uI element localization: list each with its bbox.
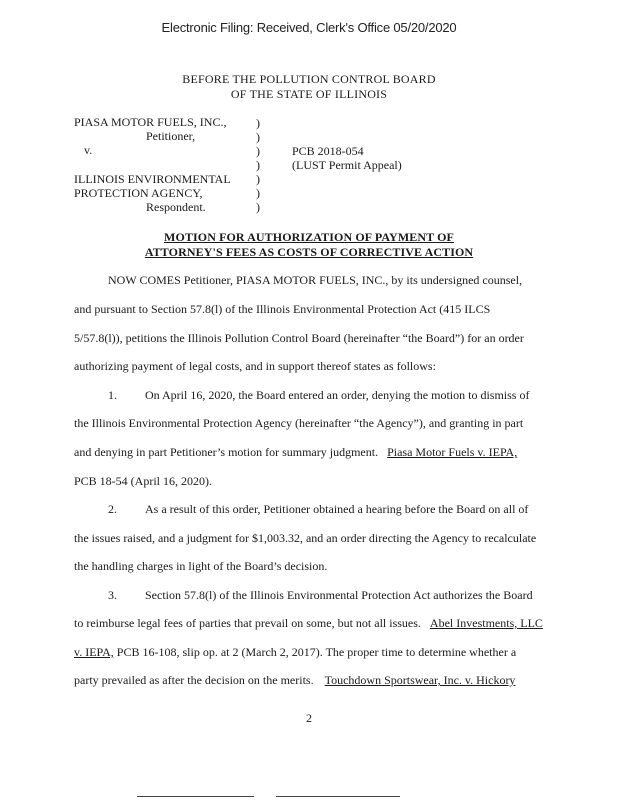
paragraph-3-text: PCB 16-108, slip op. at 2 (March 2, 2017). The proper time to determine whether a (116, 645, 517, 659)
case-citation: Piasa Motor Fuels v. IEPA, (387, 445, 518, 459)
paragraph-number: 2. (108, 502, 117, 516)
paragraph-number: 1. (108, 388, 117, 402)
versus: v. (84, 143, 93, 157)
case-citation: v. IEPA, (74, 645, 114, 659)
paragraph-3-line: Section 57.8(l) of the Illinois Environmental Protection Act authorizes the Board (145, 588, 533, 602)
caption-paren: ) (256, 172, 260, 186)
page-number: 2 (306, 711, 312, 725)
paragraph-1-text: and denying in part Petitioner’s motion for summary judgment. (74, 445, 379, 459)
intro-line: and pursuant to Section 57.8(l) of the Illinois Environmental Protection Act (415 ILCS (74, 302, 491, 316)
paragraph-number: 3. (108, 588, 117, 602)
paragraph-3-line (74, 645, 516, 660)
filing-stamp: Electronic Filing: Received, Clerk's Office 05/20/2020 (161, 20, 457, 35)
paragraph-1-line: PCB 18-54 (April 16, 2020). (74, 474, 212, 488)
board-heading-line-1: BEFORE THE POLLUTION CONTROL BOARD (182, 72, 436, 86)
intro-line: 5/57.8(l)), petitions the Illinois Pollution Control Board (hereinafter “the Board”) for an order (74, 331, 524, 345)
paragraph-3-line (74, 616, 543, 631)
paragraph-3-line (74, 673, 515, 688)
respondent-name-line-1: ILLINOIS ENVIRONMENTAL (74, 172, 231, 186)
paragraph-1-line (74, 445, 517, 460)
caption-paren: ) (256, 158, 260, 172)
paragraph-1-line: the Illinois Environmental Protection Agency (hereinafter “the Agency”), and granting in part (74, 416, 524, 430)
case-citation: Abel Investments, LLC (429, 616, 543, 630)
petitioner-role: Petitioner, (146, 129, 196, 143)
case-number: PCB 2018-054 (292, 144, 364, 158)
caption-paren: ) (256, 130, 260, 144)
petitioner-name: PIASA MOTOR FUELS, INC., (74, 115, 227, 129)
paragraph-2-line: the handling charges in light of the Board’s decision. (74, 559, 328, 573)
case-citation: Touchdown Sportswear, Inc. v. Hickory (324, 673, 516, 687)
paragraph-2-line: As a result of this order, Petitioner obtained a hearing before the Board on all of (145, 502, 529, 516)
case-type: (LUST Permit Appeal) (292, 158, 402, 172)
paragraph-3-text: to reimburse legal fees of parties that prevail on some, but not all issues. (74, 616, 421, 630)
caption-paren: ) (256, 200, 260, 214)
caption-paren: ) (256, 116, 260, 130)
footer-rule (276, 796, 400, 797)
intro-line: NOW COMES Petitioner, PIASA MOTOR FUELS, INC., by its undersigned counsel, (108, 273, 523, 287)
motion-title-line-2: ATTORNEY'S FEES AS COSTS OF CORRECTIVE ACTION (144, 245, 474, 259)
intro-line: authorizing payment of legal costs, and in support thereof states as follows: (74, 359, 436, 373)
caption-paren: ) (256, 186, 260, 200)
respondent-role: Respondent. (146, 200, 206, 214)
board-heading-line-2: OF THE STATE OF ILLINOIS (230, 87, 388, 101)
paragraph-3-text: party prevailed as after the decision on the merits. (74, 673, 314, 687)
motion-title-line-1: MOTION FOR AUTHORIZATION OF PAYMENT OF (164, 230, 454, 244)
paragraph-1-line: On April 16, 2020, the Board entered an order, denying the motion to dismiss of (145, 388, 530, 402)
paragraph-2-line: the issues raised, and a judgment for $1,003.32, and an order directing the Agency to recalculate (74, 531, 537, 545)
respondent-name-line-2: PROTECTION AGENCY, (74, 186, 203, 200)
footer-rule (137, 796, 254, 797)
caption-paren: ) (256, 144, 260, 158)
